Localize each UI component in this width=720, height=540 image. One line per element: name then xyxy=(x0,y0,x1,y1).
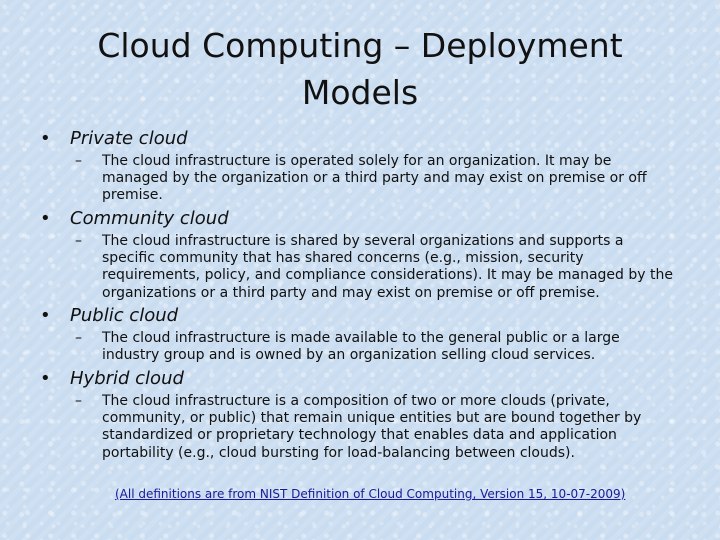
description-text: The cloud infrastructure is shared by several organizations and supports a specific community that has shared concerns (e.g., mission, security requirements, policy, and compliance considerations). It may be managed by the organizations or a third party and may exist on premise or off premise. xyxy=(102,233,673,301)
slide-title: Cloud Computing – Deployment Models xyxy=(97,26,623,112)
sub-bullet-marker: – xyxy=(75,153,82,169)
description-text: The cloud infrastructure is a composition of two or more clouds (private, community, or public) that remain unique entities but are bound together by standardized or proprietary technology that enables data and application portability (e.g., cloud bursting for load-balancing between clouds). xyxy=(102,393,642,461)
bullet-label: Public cloud xyxy=(70,305,179,326)
bullet-marker: • xyxy=(40,208,51,229)
bullet-label: Hybrid cloud xyxy=(70,368,184,389)
description-text: The cloud infrastructure is operated solely for an organization. It may be managed by the organization or a third party and may exist on premise or off premise. xyxy=(102,153,647,204)
bullet-label: Private cloud xyxy=(70,128,188,149)
bullet-marker: • xyxy=(40,128,51,149)
description-text: The cloud infrastructure is made available to the general public or a large industry group and is owned by an organization selling cloud services. xyxy=(102,330,620,364)
bullet-marker: • xyxy=(40,305,51,326)
bullet-label: Community cloud xyxy=(70,208,229,229)
sub-bullet-marker: – xyxy=(75,393,82,409)
source-footnote-link[interactable]: (All definitions are from NIST Definition of Cloud Computing, Version 15, 10-07-2009) xyxy=(115,487,626,501)
sub-bullet-marker: – xyxy=(75,233,82,249)
bullet-marker: • xyxy=(40,368,51,389)
sub-bullet-marker: – xyxy=(75,330,82,346)
